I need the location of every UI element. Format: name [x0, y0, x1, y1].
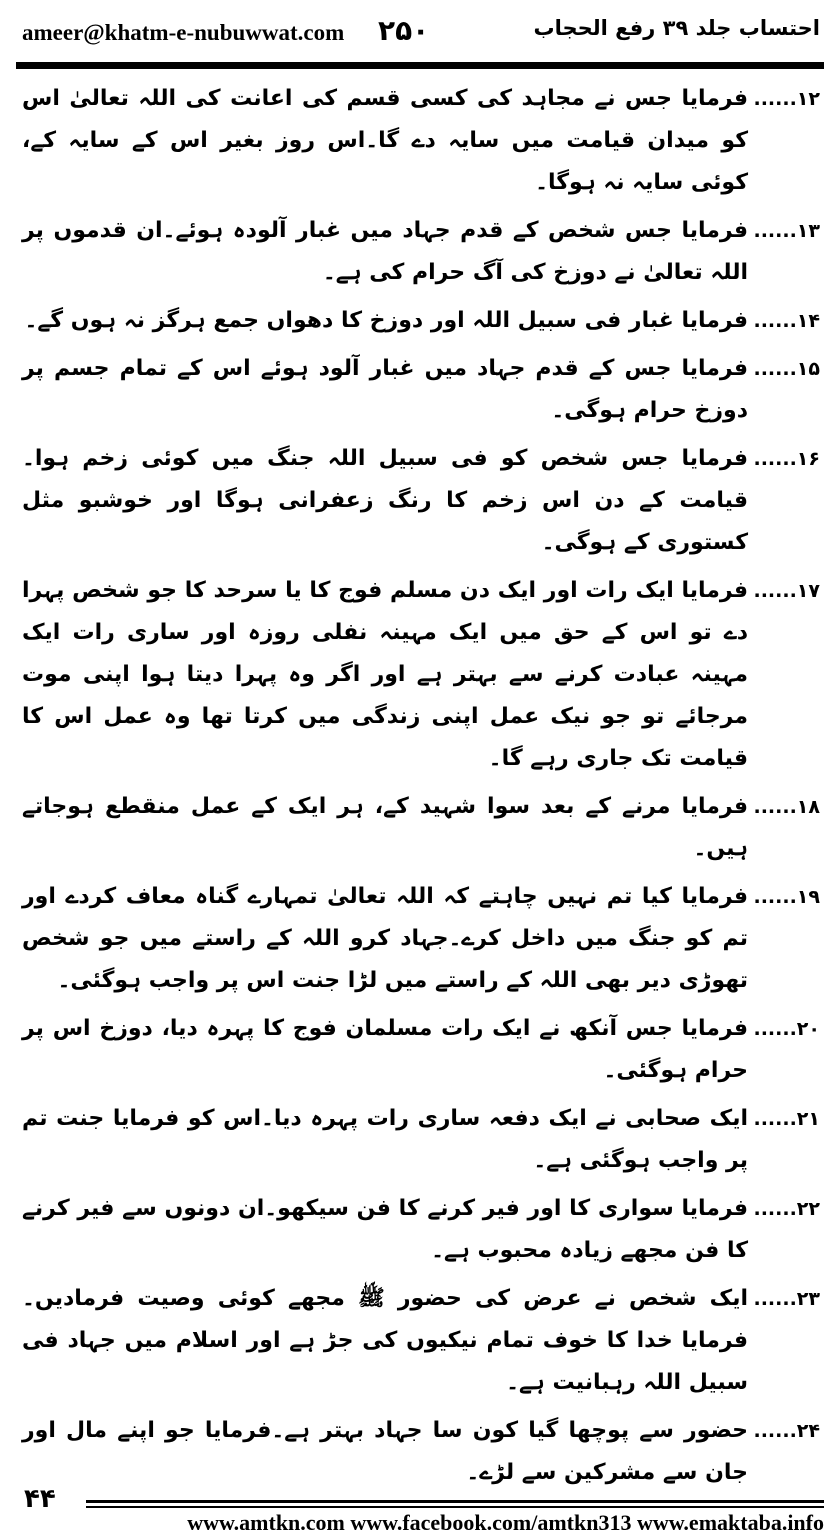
entry-text: فرمایا جس نے مجاہد کی کسی قسم کی اعانت کی اللہ تعالیٰ اس کو میدان قیامت میں سایہ دے گا۔اس روز بغیر اس کے سایہ کے، کوئی سایہ نہ ہوگا۔: [22, 86, 748, 195]
footer-rule: [86, 1500, 824, 1503]
list-item: [22, 570, 820, 780]
entry-text: فرمایا سواری کا اور فیر کرنے کا فن سیکھو۔ان دونوں سے فیر کرنے کا فن مجھے زیادہ محبوب ہے۔: [22, 1196, 748, 1263]
entry-number: ۱۹......: [753, 886, 820, 908]
entry-text: فرمایا کیا تم نہیں چاہتے کہ اللہ تعالیٰ تمہارے گناہ معاف کردے اور تم کو جنگ میں داخل کرے۔جہاد کرو اللہ کے راستے میں جو شخص تھوڑی دیر بھی اللہ کے راستے میں لڑا جنت اس پر واجب ہوگئی۔: [22, 884, 748, 993]
list-item: [22, 876, 820, 1002]
entry-number: ۱۳......: [753, 220, 820, 242]
entry-number: ۲۱......: [753, 1108, 820, 1130]
list-item: [22, 210, 820, 294]
entry-text: فرمایا غبار فی سبیل اللہ اور دوزخ کا دھواں جمع ہرگز نہ ہوں گے۔: [24, 308, 748, 333]
header-page-number: ۲۵۰: [378, 14, 430, 47]
list-item: [22, 1098, 820, 1182]
entry-text: فرمایا جس کے قدم جہاد میں غبار آلود ہوئے اس کے تمام جسم پر دوزخ حرام ہوگی۔: [22, 356, 748, 423]
entry-number: ۱۷......: [753, 580, 820, 602]
entry-text: فرمایا ایک رات اور ایک دن مسلم فوج کا یا سرحد کا جو شخص پہرا دے تو اس کے حق میں ایک مہینہ نفلی روزہ اور ساری رات ایک مہینہ عبادت کرنے سے بہتر ہے اور اگر وہ پہرا دیتا ہوا اپنی موت مرجائے تو جو نیک عمل اپنی زندگی میں کرتا تھا وہ عمل اس کا قیامت تک جاری رہے گا۔: [22, 578, 748, 771]
entry-text: ایک شخص نے عرض کی حضور ﷺ مجھے کوئی وصیت فرمادیں۔فرمایا خدا کا خوف تمام نیکیوں کی جڑ ہے اور اسلام میں جہاد فی سبیل اللہ رہبانیت ہے۔: [22, 1286, 748, 1395]
list-item: [22, 1278, 820, 1404]
entry-number: ۱۶......: [753, 448, 820, 470]
entry-number: ۲۰......: [753, 1018, 820, 1040]
entry-text: فرمایا جس شخص کو فی سبیل اللہ جنگ میں کوئی زخم ہوا۔قیامت کے دن اس زخم کا رنگ زعفرانی ہوگا اور خوشبو مثل کستوری کے ہوگی۔: [22, 446, 748, 555]
list-item: [22, 1410, 820, 1494]
entry-number: ۱۲......: [753, 88, 820, 110]
entries-list: [22, 78, 820, 1500]
list-item: [22, 1008, 820, 1092]
entry-number: ۱۸......: [753, 796, 820, 818]
entry-number: ۲۴......: [753, 1420, 820, 1442]
entry-number: ۱۵......: [753, 358, 820, 380]
list-item: [22, 786, 820, 870]
entry-text: حضور سے پوچھا گیا کون سا جہاد بہتر ہے۔فرمایا جو اپنے مال اور جان سے مشرکین سے لڑے۔: [22, 1418, 748, 1485]
entry-number: ۱۴......: [753, 310, 820, 332]
header-book-title: احتساب جلد ۳۹ رفع الحجاب: [533, 16, 820, 40]
list-item: [22, 300, 820, 342]
entry-number: ۲۲......: [753, 1198, 820, 1220]
page-header: [0, 0, 840, 62]
entry-text: فرمایا مرنے کے بعد سوا شہید کے، ہر ایک کے عمل منقطع ہوجاتے ہیں۔: [22, 794, 748, 861]
header-rule: [16, 62, 824, 69]
footer-rule-thin: [86, 1506, 824, 1508]
list-item: [22, 348, 820, 432]
list-item: [22, 1188, 820, 1272]
footer-urls: www.amtkn.com www.facebook.com/amtkn313 www.emaktaba.info: [187, 1510, 824, 1535]
entry-text: ایک صحابی نے ایک دفعہ ساری رات پہرہ دیا۔اس کو فرمایا جنت تم پر واجب ہوگئی ہے۔: [22, 1106, 748, 1173]
entry-number: ۲۳......: [753, 1288, 820, 1310]
entry-text: فرمایا جس آنکھ نے ایک رات مسلمان فوج کا پہرہ دیا، دوزخ اس پر حرام ہوگئی۔: [22, 1016, 748, 1083]
list-item: [22, 438, 820, 564]
header-email: ameer@khatm-e-nubuwwat.com: [22, 20, 345, 45]
footer-page-number: ۴۴: [24, 1484, 56, 1514]
entry-text: فرمایا جس شخص کے قدم جہاد میں غبار آلودہ ہوئے۔ان قدموں پر اللہ تعالیٰ نے دوزخ کی آگ حرام کی ہے۔: [22, 218, 748, 285]
list-item: [22, 78, 820, 204]
